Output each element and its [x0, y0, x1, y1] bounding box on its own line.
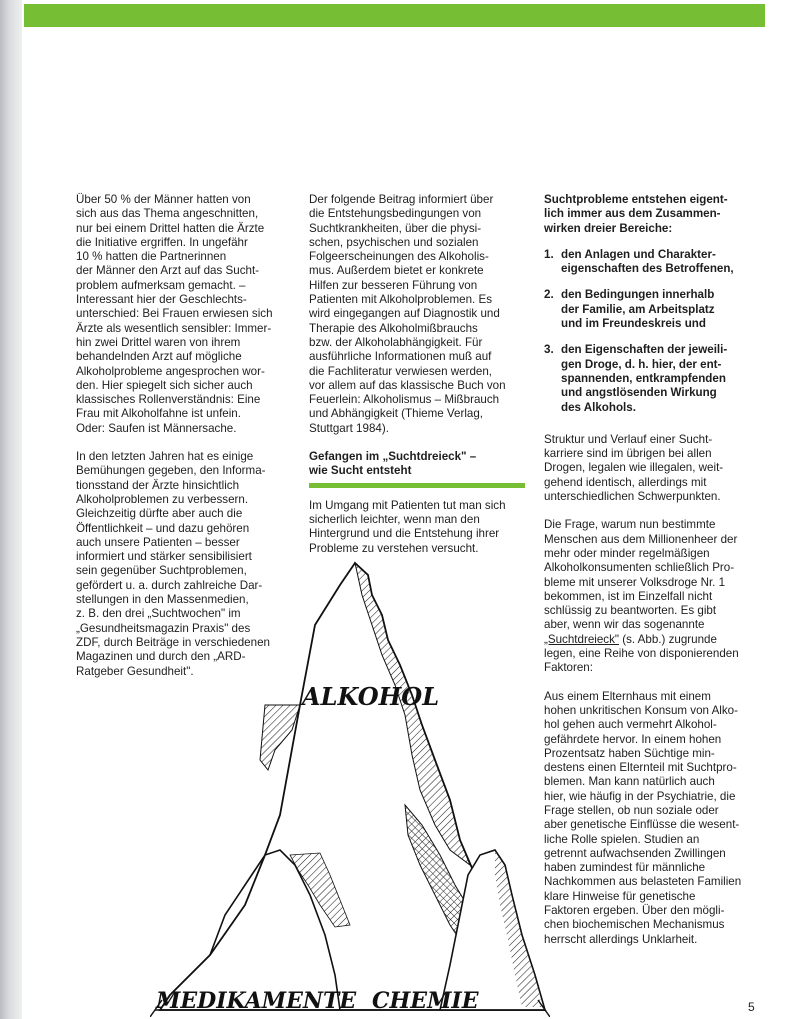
factor-list: [544, 248, 766, 415]
paragraph: In den letzten Jahren hat es einige Bemühungen gegeben, den Informa- tionsstand der Ärzte hinsichtlich Alkoholproblemen zu verbessern. Gleichzeitig dürfte aber auch die Öffentlichkeit – und dazu gehören auch unsere Patienten – besser informiert und stärker sensibilisiert sein gegenüber Suchtproblemen, gefördert u. a. durch zahlreiche Dar- stellungen in den Massenmedien, z. B. den drei „Suchtwochen" im „Gesundheitsmagazin Praxis" des ZDF, durch Beiträge in verschiedenen Magazinen und durch den „ARD- Ratgeber Gesundheit".: [76, 450, 270, 678]
section-heading: Gefangen im „Suchtdreieck" – wie Sucht entsteht: [309, 450, 477, 478]
paragraph: Der folgende Beitrag informiert über die Entstehungsbedingungen von Suchtkrankheiten, über die physi- schen, psychischen und sozialen Folgeerscheinungen des Alkoholis- mus. Außerdem bietet er konkrete Hilfen zur besseren Führung von Patienten mit Alkoholproblemen. Es wird eingegangen auf Diagnostik und Therapie des Alkoholmißbrauchs bzw. der Alkoholabhängigkeit. Für ausführliche Informationen muß auf die Fachliteratur verwiesen werden, vor allem auf das klassische Buch von Feuerlein: Alkoholismus – Mißbrauch und Abhängigkeit (Thieme Verlag, Stuttgart 1984).: [309, 193, 506, 435]
label-medikamente: MEDIKAMENTE: [156, 988, 357, 1014]
suchtdreieck-illustration: [150, 555, 550, 1017]
book-spine-shadow: [0, 0, 22, 1019]
suchtdreieck-reference: „Suchtdreieck": [544, 632, 619, 646]
list-text: den Eigenschaften der jeweili- gen Droge, d. h. hier, der ent- spannenden, entkrampfenden und angstlösenden Wirkung des Alkohols.: [561, 343, 728, 414]
paragraph: Aus einem Elternhaus mit einem hohen unkritischen Konsum von Alko- hol gehen auch vermehrt Alkohol- gefährdete hervor. In einem hohen Prozentsatz haben Süchtige min- destens einen Elternteil mit Suchtpro- blemen. Man kann natürlich auch hier, wie häufig in der Psychiatrie, die Frage stellen, ob nun soziale oder aber genetische Einflüsse die wesent- liche Rolle spielen. Studien an getrennt aufwachsenden Zwillingen haben zumindest für männliche Nachkommen aus belasteten Familien klare Hinweise für genetische Faktoren ergeben. Über den mögli- chen biochemischen Mechanismus herrscht allerdings Unklarheit.: [544, 689, 742, 946]
intro-statement: Suchtprobleme entstehen eigent- lich immer aus dem Zusammen- wirken dreier Bereiche:: [544, 193, 728, 235]
list-text: den Bedingungen innerhalb der Familie, am Arbeitsplatz und im Freundeskreis und: [561, 288, 715, 331]
paragraph: Über 50 % der Männer hatten von sich aus das Thema angeschnitten, nur bei einem Drittel hatten die Ärzte die Initiative ergriffen. In ungefähr 10 % hatten die Partnerinnen der Männer den Arzt auf das Sucht- problem aufmerksam gemacht. – Interessant hier der Geschlechts- unterschied: Bei Frauen erwiesen sich Ärzte als wesentlich sensibler: Immer- hin zwei Drittel waren von ihrem behandelnden Arzt auf mögliche Alkoholprobleme angesprochen wor- den. Hier spiegelt sich sicher auch klassisches Rollenverständnis: Eine Frau mit Alkoholfahne ist unfein. Oder: Saufen ist Männersache.: [76, 193, 273, 435]
heading-underline-rule: [309, 483, 525, 488]
paragraph: Im Umgang mit Patienten tut man sich sicherlich leichter, wenn man den Hintergrund und die Entstehung ihrer Probleme zu verstehen versucht.: [309, 498, 506, 555]
list-number: 2.: [544, 288, 554, 302]
list-item: [544, 288, 766, 331]
header-accent-bar: [24, 4, 765, 27]
paragraph: Struktur und Verlauf einer Sucht- karriere sind im übrigen bei allen Drogen, legalen wie illegalen, weit- gehend identisch, allerdings mit unterschiedlichen Schwerpunkten.: [544, 432, 724, 504]
paragraph-text: Die Frage, warum nun bestimmte Menschen aus dem Millionenheer der mehr oder minder regelmäßigen Alkoholkonsumenten schließlich Pro- bleme mit unserer Volksdroge Nr. 1 bekommen, ist im Einzelfall nicht schlüssig zu beantworten. Es gibt aber, wenn wir das sogenannte: [544, 518, 738, 632]
text-column-3: [544, 193, 766, 961]
paragraph-text: (s. Abb.) zugrunde legen, eine Reihe von disponierenden Faktoren:: [544, 632, 739, 675]
list-item: [544, 248, 766, 277]
page-number: 5: [748, 1000, 755, 1014]
paragraph: [544, 518, 766, 675]
label-chemie: CHEMIE: [372, 988, 479, 1014]
list-number: 1.: [544, 247, 554, 261]
text-column-2: [309, 193, 527, 570]
list-item: [544, 343, 766, 414]
label-alkohol: ALKOHOL: [302, 682, 440, 711]
list-text: den Anlagen und Charakter- eigenschaften des Betroffenen,: [561, 247, 734, 276]
list-number: 3.: [544, 343, 554, 357]
